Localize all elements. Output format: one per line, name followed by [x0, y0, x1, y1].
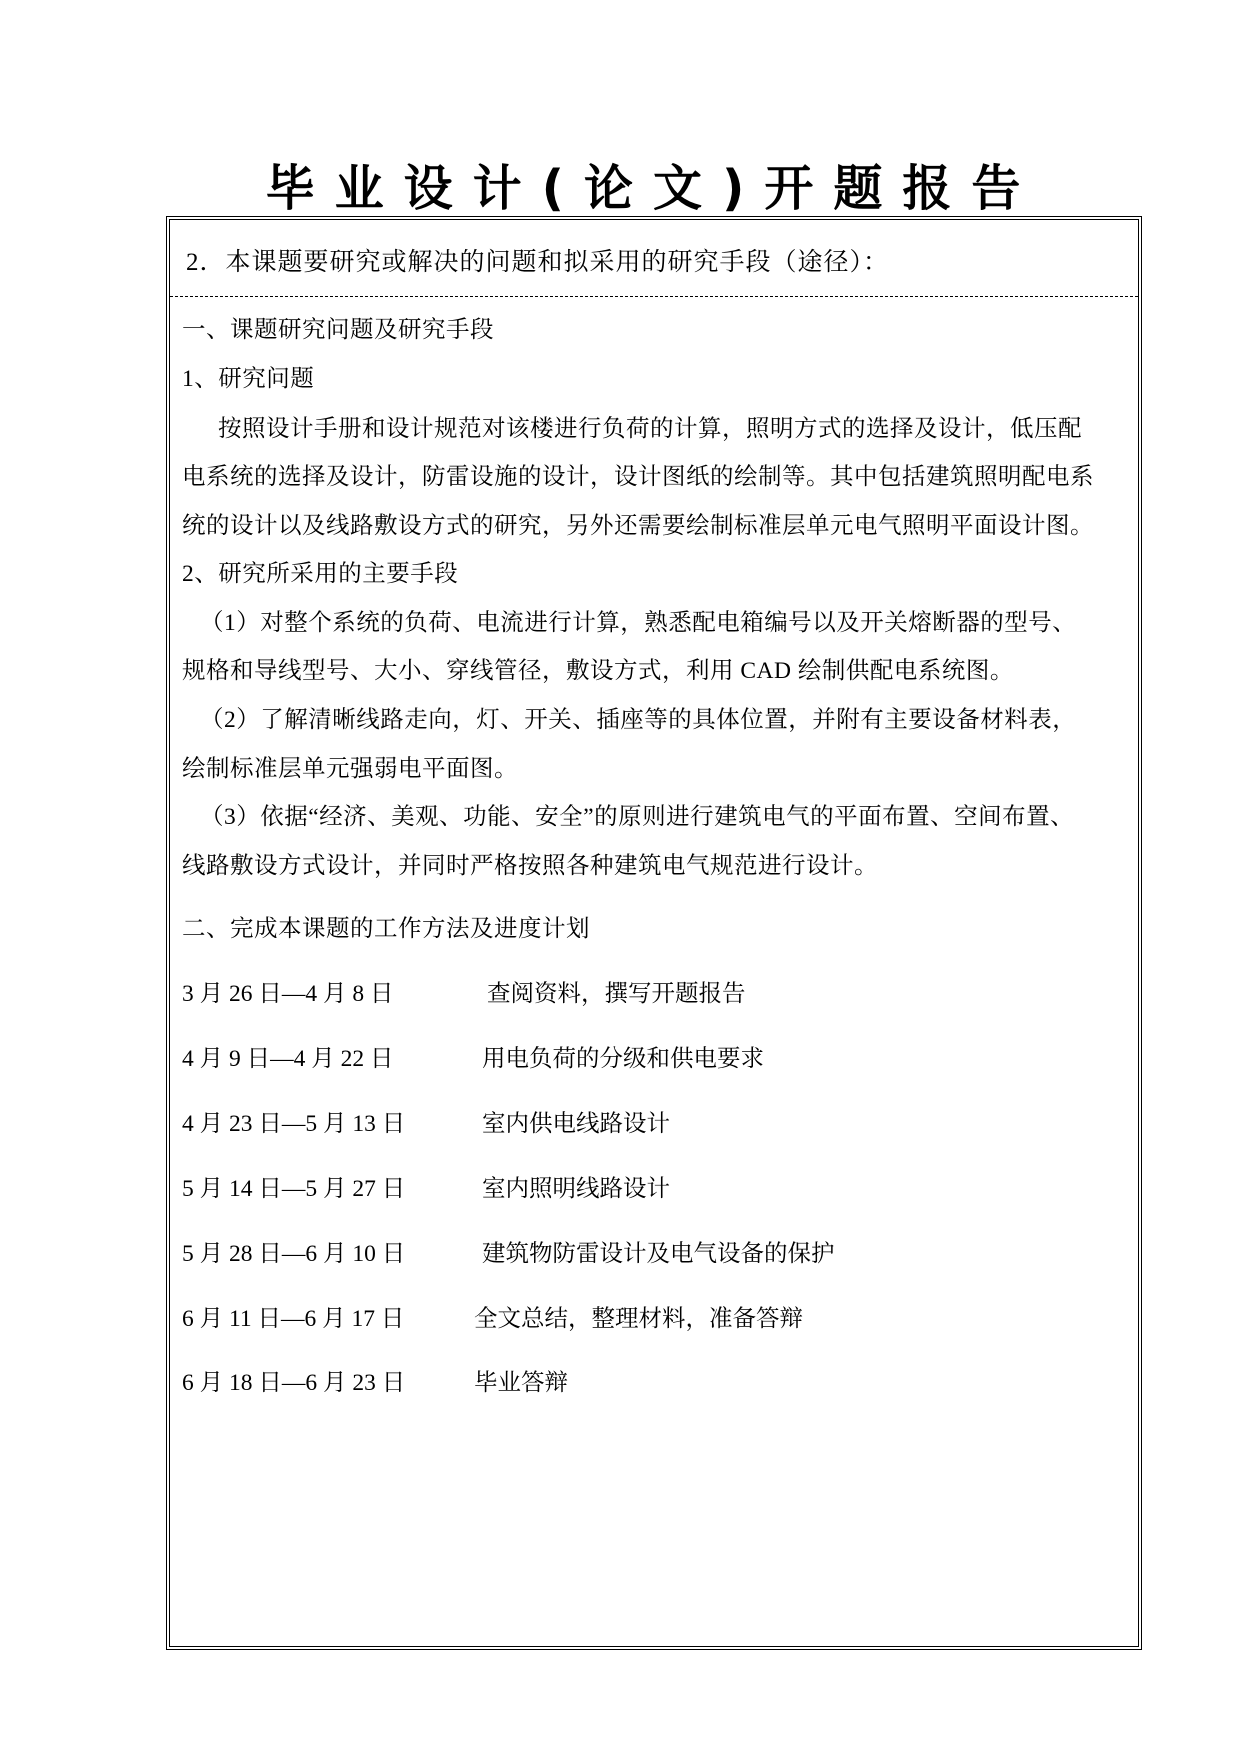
part2-heading: 二、完成本课题的工作方法及进度计划 — [182, 916, 590, 942]
paragraph-line: 线路敷设方式设计，并同时严格按照各种建筑电气规范进行设计。 — [182, 853, 878, 879]
schedule-dates: 4 月 9 日—4 月 22 日 — [182, 1046, 394, 1072]
schedule-task: 查阅资料，撰写开题报告 — [487, 981, 746, 1007]
sub1-heading: 1、研究问题 — [182, 366, 315, 392]
schedule-task: 室内照明线路设计 — [482, 1176, 670, 1202]
schedule-dates: 6 月 11 日—6 月 17 日 — [182, 1306, 405, 1332]
paragraph-line: 电系统的选择及设计，防雷设施的设计，设计图纸的绘制等。其中包括建筑照明配电系 — [182, 464, 1094, 490]
report-table — [166, 216, 1142, 1650]
part1-heading: 一、课题研究问题及研究手段 — [182, 317, 494, 343]
schedule-task: 建筑物防雷设计及电气设备的保护 — [482, 1241, 835, 1267]
schedule-task: 毕业答辩 — [474, 1370, 568, 1396]
section-header: 2．本课题要研究或解决的问题和拟采用的研究手段（途径）： — [186, 249, 890, 276]
paragraph-line: 规格和导线型号、大小、穿线管径，敷设方式，利用 CAD 绘制供配电系统图。 — [182, 658, 1014, 684]
page-title: 毕业设计(论文)开题报告 — [265, 160, 1041, 217]
schedule-dates: 3 月 26 日—4 月 8 日 — [182, 981, 394, 1007]
paragraph-line: 统的设计以及线路敷设方式的研究，另外还需要绘制标准层单元电气照明平面设计图。 — [182, 513, 1094, 539]
schedule-dates: 6 月 18 日—6 月 23 日 — [182, 1370, 406, 1396]
paragraph-line: （1）对整个系统的负荷、电流进行计算，熟悉配电箱编号以及开关熔断器的型号、 — [200, 610, 1077, 636]
schedule-dates: 4 月 23 日—5 月 13 日 — [182, 1111, 406, 1137]
paragraph-line: 绘制标准层单元强弱电平面图。 — [182, 756, 518, 782]
schedule-task: 用电负荷的分级和供电要求 — [482, 1046, 764, 1072]
paragraph-line: 按照设计手册和设计规范对该楼进行负荷的计算，照明方式的选择及设计，低压配 — [218, 416, 1082, 442]
dashed-divider — [170, 296, 1138, 297]
schedule-dates: 5 月 14 日—5 月 27 日 — [182, 1176, 406, 1202]
schedule-task: 全文总结，整理材料，准备答辩 — [474, 1306, 803, 1332]
sub2-heading: 2、研究所采用的主要手段 — [182, 561, 459, 587]
paragraph-line: （3）依据“经济、美观、功能、安全”的原则进行建筑电气的平面布置、空间布置、 — [200, 804, 1075, 830]
schedule-task: 室内供电线路设计 — [482, 1111, 670, 1137]
schedule-dates: 5 月 28 日—6 月 10 日 — [182, 1241, 406, 1267]
paragraph-line: （2）了解清晰线路走向，灯、开关、插座等的具体位置，并附有主要设备材料表， — [200, 707, 1077, 733]
